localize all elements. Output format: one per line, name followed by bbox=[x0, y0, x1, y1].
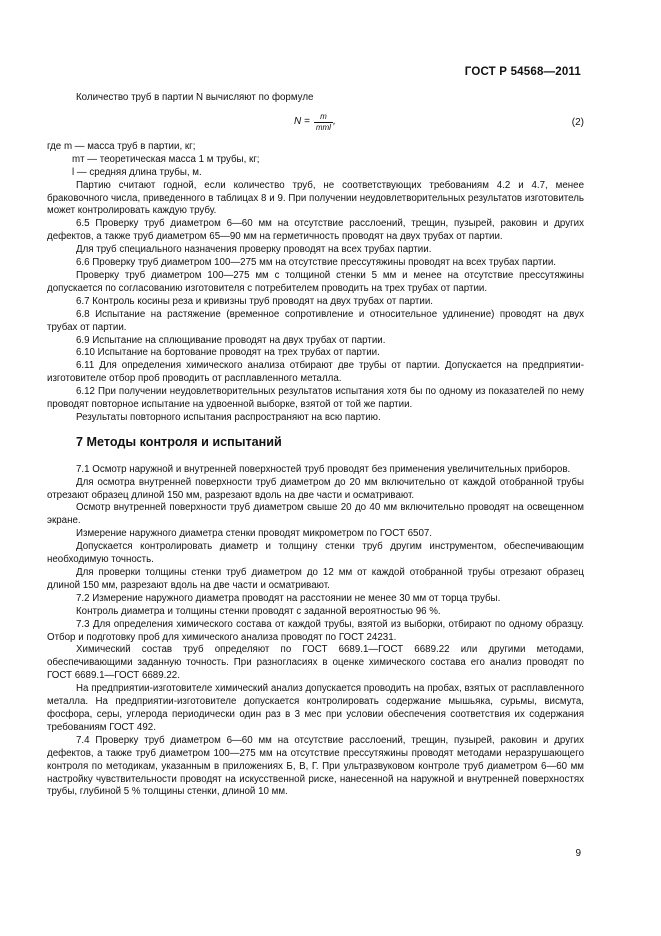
paragraph: 6.5 Проверку труб диаметром 6—60 мм на отсутствие расслоений, трещин, пузырей, раковин и других дефектов, а также труб диаметром 65—90 мм на герметичность проводят на двух трубах от партии. bbox=[47, 218, 584, 243]
formula-fraction bbox=[314, 112, 333, 133]
section-7-paragraphs bbox=[47, 464, 584, 800]
paragraph: Результаты повторного испытания распространяют на всю партию. bbox=[76, 411, 381, 423]
paragraph: 6.6 Проверку труб диаметром 100—275 мм на отсутствие прессутяжины проводят на всех трубах партии. bbox=[76, 257, 556, 269]
paragraph: 7.3 Для определения химического состава от каждой трубы, взятой из выборки, отбирают по одному образцу. Отбор и подготовку проб для химического анализа проводят по ГОСТ 24231. bbox=[47, 618, 584, 643]
paragraph: 6.12 При получении неудовлетворительных результатов испытания хотя бы по одному из показателей по нему проводят повторное испытание на удвоенной выборке, взятой от той же партии. bbox=[47, 386, 584, 411]
paragraph: Осмотр внутренней поверхности труб диаметром свыше 20 до 40 мм включительно проводят на освещенном экране. bbox=[47, 502, 584, 527]
paragraph: На предприятии-изготовителе химический анализ допускается проводить на пробах, взятых от расплавленного металла. На предприятии-изготовителе допускается контролировать содержание мышьяка, сурьмы, висмута, фосфора, серы, углерода периодически один раз в 3 мес при условии обеспечения соответствия их содержания требованиям ГОСТ 492. bbox=[47, 683, 584, 733]
paragraph: Для проверки толщины стенки труб диаметром до 12 мм от каждой отобранной трубы отрезают образец длиной 150 мм, разрезают вдоль на две части и осматривают. bbox=[47, 567, 584, 591]
formula-intro: Количество труб в партии N вычисляют по формуле bbox=[76, 92, 314, 103]
page-number: 9 bbox=[575, 848, 581, 859]
section-7-heading: 7 Методы контроля и испытаний bbox=[76, 434, 282, 449]
definition-line: mт — теоретическая масса 1 м трубы, кг; bbox=[72, 153, 260, 165]
paragraph: Измерение наружного диаметра стенки проводят микрометром по ГОСТ 6507. bbox=[76, 528, 432, 540]
definition-line: где m — масса труб в партии, кг; bbox=[47, 140, 196, 152]
formula-block bbox=[47, 105, 584, 141]
section-6-paragraphs bbox=[47, 180, 584, 425]
paragraph: Контроль диаметра и толщины стенки проводят с заданной вероятностью 96 %. bbox=[76, 605, 441, 617]
paragraph: 6.10 Испытание на бортование проводят на трех трубах от партии. bbox=[76, 347, 380, 359]
document-header: ГОСТ Р 54568—2011 bbox=[464, 66, 581, 78]
paragraph: 6.7 Контроль косины реза и кривизны труб проводят на двух трубах от партии. bbox=[76, 295, 433, 307]
paragraph: Проверку труб диаметром 100—275 мм с толщиной стенки 5 мм и менее на отсутствие прессутяжины допускается по согласованию изготовителя с потребителем проводить на трех трубах от партии. bbox=[47, 269, 584, 294]
paragraph: Допускается контролировать диаметр и толщину стенки труб другим инструментом, обеспечивающим необходимую точность. bbox=[47, 541, 584, 566]
paragraph: 6.11 Для определения химического анализа отбирают две трубы от партии. Допускается на предприятии-изготовителе отбор проб проводить от расплавленного металла. bbox=[47, 360, 584, 385]
formula-lhs: N = bbox=[294, 115, 310, 127]
paragraph: Партию считают годной, если количество труб, не соответствующих требованиям 4.2 и 4.7, менее браковочного числа, приведенного в таблицах 8 и 9. При получении неудовлетворительных результатов изготовитель может контролировать каждую трубу. bbox=[47, 179, 584, 217]
paragraph: Для осмотра внутренней поверхности труб диаметром до 20 мм включительно от каждой отобранной трубы отрезают образец длиной 150 мм, разрезают вдоль на две части и осматривают. bbox=[47, 476, 584, 501]
formula-numerator: m bbox=[320, 111, 327, 121]
paragraph: 7.1 Осмотр наружной и внутренней поверхностей труб проводят без применения увеличительных приборов. bbox=[76, 463, 571, 475]
formula-tail: , bbox=[332, 115, 336, 127]
formula-number: (2) bbox=[571, 116, 584, 128]
formula bbox=[294, 112, 336, 133]
paragraph: 6.9 Испытание на сплющивание проводят на двух трубах от партии. bbox=[76, 334, 386, 346]
formula-denominator: mтl bbox=[315, 122, 331, 132]
paragraph: 6.8 Испытание на растяжение (временное сопротивление и относительное удлинение) проводят на двух трубах от партии. bbox=[47, 308, 584, 333]
document-body bbox=[47, 92, 584, 799]
paragraph: 7.4 Проверку труб диаметром 6—60 мм на отсутствие расслоений, трещин, пузырей, раковин и других дефектов, а также труб диаметром 100—275 мм на отсутствие прессутяжины проводят методами неразрушающего контроля по методикам, указанным в приложениях Б, В, Г. При ультразвуковом контроле труб диаметром 6—60 мм настройку чувствительности проводят на искусственной риске, нанесенной на наружной и внутренней поверхностях трубы, глубиной 5 % толщины стенки, длиной 10 мм. bbox=[47, 734, 584, 798]
paragraph: Химический состав труб определяют по ГОСТ 6689.1—ГОСТ 6689.22 или другими методами, обеспечивающими заданную точность. При разногласиях в оценке химического состава его анализ проводят по ГОСТ 6689.1—ГОСТ 6689.22. bbox=[47, 644, 584, 682]
definition-line: l — средняя длина трубы, м. bbox=[72, 166, 202, 178]
paragraph: 7.2 Измерение наружного диаметра проводят на расстоянии не менее 30 мм от торца трубы. bbox=[76, 592, 501, 604]
paragraph: Для труб специального назначения проверку проводят на всех трубах партии. bbox=[76, 244, 432, 256]
